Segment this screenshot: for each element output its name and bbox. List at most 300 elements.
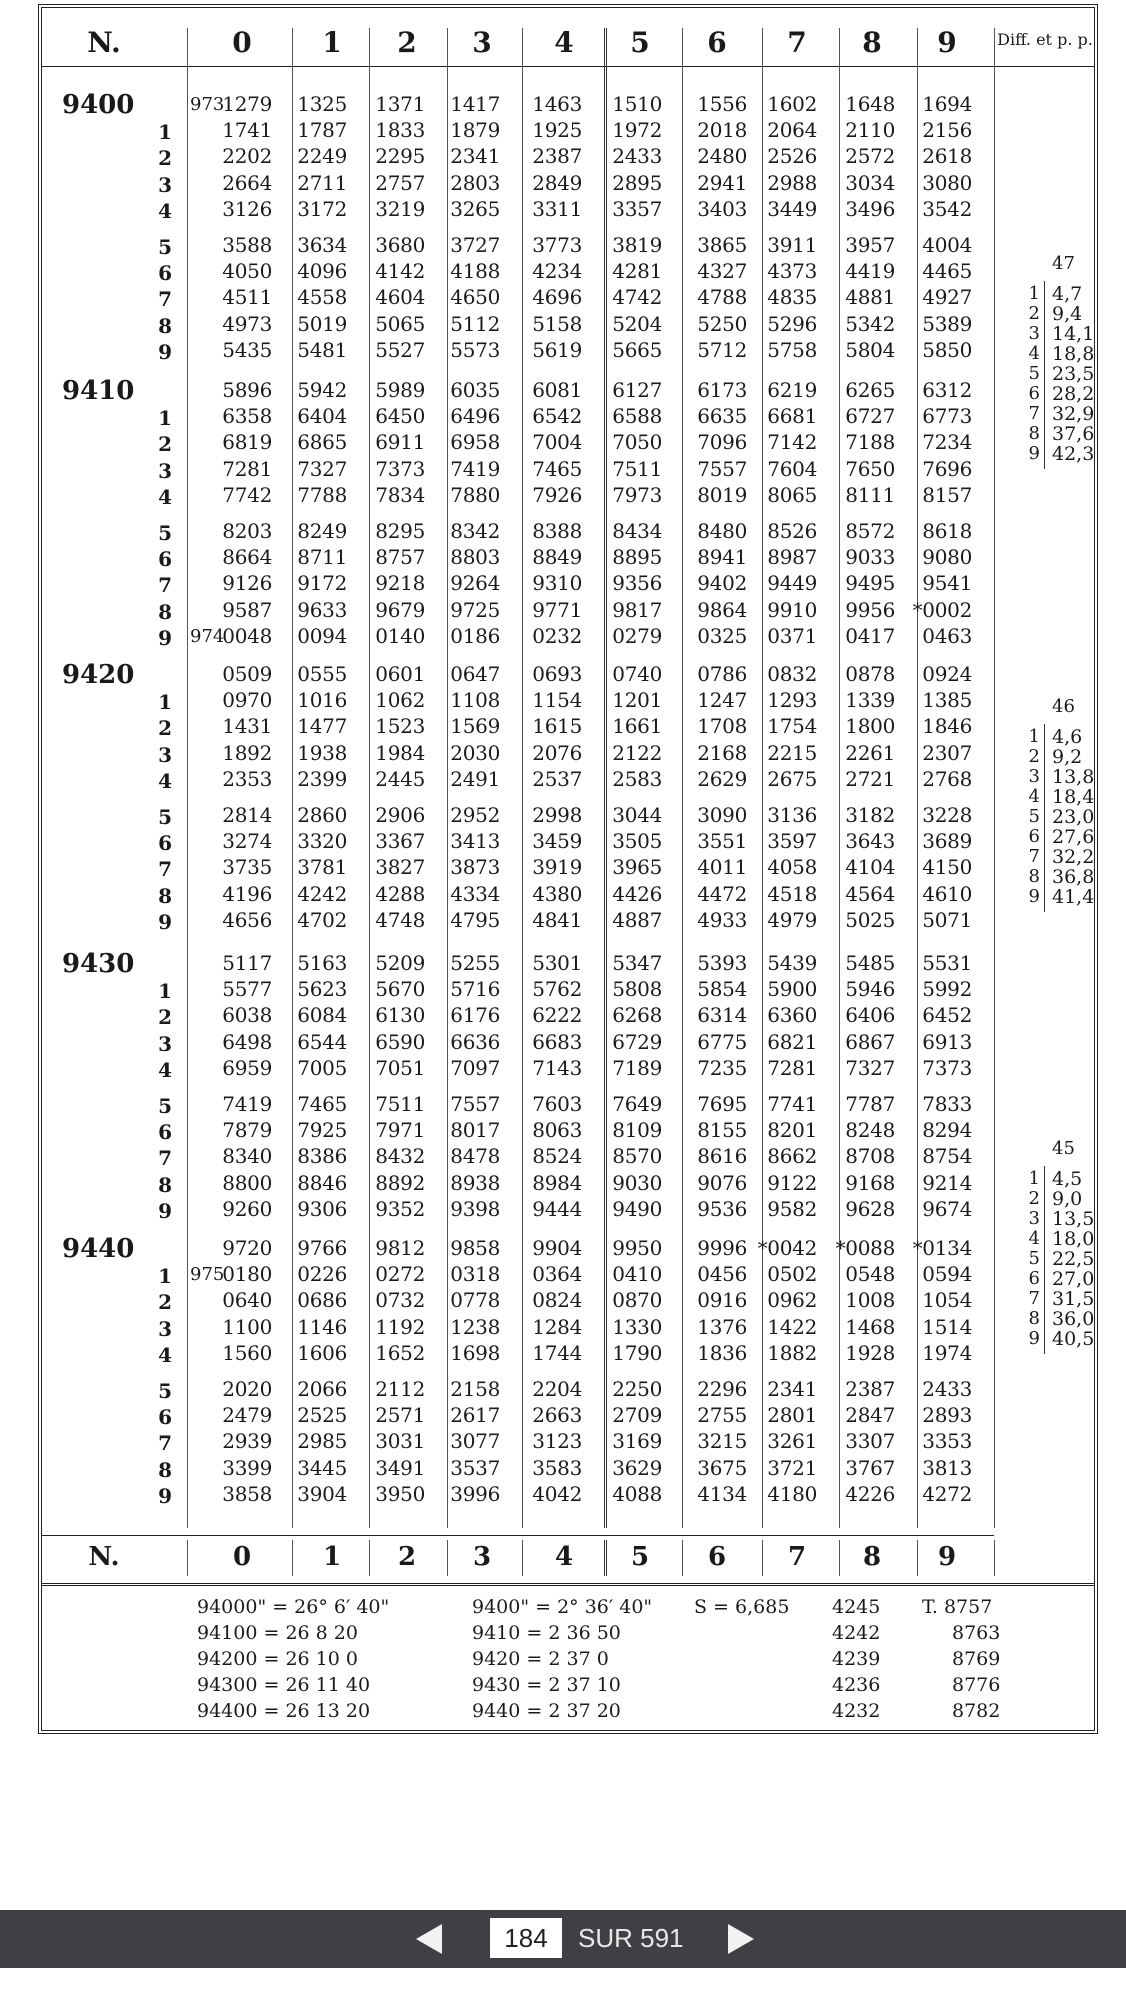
- diff-value: 40,5: [1052, 1328, 1095, 1350]
- table-cell: 2215: [767, 740, 817, 765]
- table-cell: 8109: [612, 1118, 662, 1143]
- table-cell: 4096: [297, 259, 347, 284]
- footnote-t-value: 8776: [952, 1674, 1001, 1696]
- block-label: 9420: [62, 660, 135, 690]
- table-cell: 9402: [697, 571, 747, 596]
- table-cell: 6312: [922, 378, 972, 402]
- table-cell: 5025: [845, 907, 895, 932]
- table-cell: 1247: [697, 688, 747, 713]
- table-cell: 4518: [767, 881, 817, 906]
- table-cell: 1417: [450, 92, 500, 116]
- table-cell: 4973: [222, 311, 272, 336]
- diff-digit: 2: [1028, 746, 1040, 767]
- table-cell: 7695: [697, 1092, 747, 1116]
- table-cell: 8572: [845, 519, 895, 543]
- table-cell: 3357: [612, 196, 662, 221]
- table-cell: 4742: [612, 285, 662, 310]
- table-cell: 2952: [450, 803, 500, 827]
- column-rule: [187, 28, 188, 1528]
- diff-digit: 8: [1028, 423, 1040, 444]
- table-cell: 4795: [450, 907, 500, 932]
- table-cell: 2204: [532, 1377, 582, 1401]
- table-cell: 2341: [767, 1377, 817, 1401]
- table-cell: 2711: [297, 170, 347, 195]
- table-cell: 0502: [767, 1262, 817, 1287]
- table-cell: 9444: [532, 1196, 582, 1221]
- row-label: 1: [158, 1264, 172, 1289]
- table-cell: 0180: [222, 1262, 272, 1287]
- header-n: N.: [87, 26, 121, 59]
- table-cell: 2066: [297, 1377, 347, 1401]
- table-cell: 3274: [222, 829, 272, 854]
- diff-value: 32,9: [1052, 403, 1095, 425]
- row-label: 7: [158, 1431, 172, 1456]
- header-col: 2: [397, 26, 417, 59]
- table-cell: 8294: [922, 1118, 972, 1143]
- table-cell: 1293: [767, 688, 817, 713]
- table-cell: 4380: [532, 881, 582, 906]
- table-cell: 7788: [297, 482, 347, 507]
- diff-digit: 5: [1028, 806, 1040, 827]
- table-cell: 4426: [612, 881, 662, 906]
- table-cell: 5665: [612, 337, 662, 362]
- footnote-equation: 94400 = 26 13 20: [197, 1700, 371, 1722]
- previous-page-button[interactable]: [410, 1920, 450, 1958]
- table-cell: 6404: [297, 404, 347, 429]
- table-cell: 3172: [297, 196, 347, 221]
- table-cell: 2491: [450, 766, 500, 791]
- table-cell: 6959: [222, 1055, 272, 1080]
- table-cell: 3727: [450, 233, 500, 257]
- footnote-t-value: 8763: [952, 1622, 1001, 1644]
- table-cell: 6773: [922, 404, 972, 429]
- table-cell: 5158: [532, 311, 582, 336]
- table-cell: 5758: [767, 337, 817, 362]
- table-cell: 0094: [297, 623, 347, 648]
- table-cell: 7971: [375, 1118, 425, 1143]
- table-cell: 2156: [922, 118, 972, 143]
- table-cell: 2018: [697, 118, 747, 143]
- table-cell: 7373: [922, 1055, 972, 1080]
- row-label: 3: [158, 742, 172, 767]
- table-cell: 3265: [450, 196, 500, 221]
- table-cell: 0417: [845, 623, 895, 648]
- table-cell: 5804: [845, 337, 895, 362]
- block-label: 9440: [62, 1234, 135, 1264]
- diff-digit: 9: [1028, 443, 1040, 464]
- table-cell: 1330: [612, 1314, 662, 1339]
- table-cell: 5573: [450, 337, 500, 362]
- table-cell: 1477: [297, 714, 347, 739]
- table-cell: 2571: [375, 1403, 425, 1428]
- table-cell: 7557: [697, 456, 747, 481]
- table-cell: 4058: [767, 855, 817, 880]
- table-cell: 9858: [450, 1236, 500, 1260]
- table-cell: 1879: [450, 118, 500, 143]
- column-rule: [187, 1540, 188, 1576]
- table-cell: 2433: [922, 1377, 972, 1401]
- footer-col: 1: [322, 1542, 342, 1572]
- diff-value: 32,2: [1052, 846, 1095, 868]
- diff-title: 47: [1052, 253, 1075, 274]
- table-cell: 6084: [297, 1003, 347, 1028]
- table-cell: 2249: [297, 144, 347, 169]
- table-cell: 5623: [297, 977, 347, 1002]
- footer-col: 7: [787, 1542, 807, 1572]
- table-cell: 4281: [612, 259, 662, 284]
- table-cell: 1284: [532, 1314, 582, 1339]
- table-cell: 3551: [697, 829, 747, 854]
- diff-value: 23,0: [1052, 806, 1095, 828]
- table-cell: 2353: [222, 766, 272, 791]
- header-col: 3: [472, 26, 492, 59]
- table-cell: 3491: [375, 1455, 425, 1480]
- table-cell: 1661: [612, 714, 662, 739]
- diff-digit: 4: [1028, 786, 1040, 807]
- table-cell: 0732: [375, 1288, 425, 1313]
- table-cell: 2387: [532, 144, 582, 169]
- rule: [42, 1535, 994, 1536]
- table-cell: 8249: [297, 519, 347, 543]
- table-cell: 2768: [922, 766, 972, 791]
- table-cell: 0555: [297, 662, 347, 686]
- table-cell: 8803: [450, 545, 500, 570]
- table-cell: 1054: [922, 1288, 972, 1313]
- table-cell: 4472: [697, 881, 747, 906]
- table-cell: 9587: [222, 597, 272, 622]
- footnote-equation: 9440 = 2 37 20: [472, 1700, 621, 1722]
- table-cell: 2757: [375, 170, 425, 195]
- table-cell: 4104: [845, 855, 895, 880]
- row-label: 1: [158, 120, 172, 145]
- row-label: 3: [158, 172, 172, 197]
- row-label: 1: [158, 979, 172, 1004]
- diff-value: 4,6: [1052, 726, 1083, 748]
- table-cell: 0878: [845, 662, 895, 686]
- footer-n: N.: [88, 1542, 120, 1572]
- row-label: 1: [158, 690, 172, 715]
- table-cell: 3459: [532, 829, 582, 854]
- diff-value: 36,8: [1052, 866, 1095, 888]
- table-cell: 2064: [767, 118, 817, 143]
- table-cell: 1974: [922, 1340, 972, 1365]
- header-diff: Diff. et p. p.: [997, 30, 1093, 49]
- table-cell: 3904: [297, 1481, 347, 1506]
- table-cell: 5946: [845, 977, 895, 1002]
- table-cell: 5619: [532, 337, 582, 362]
- table-cell: 0740: [612, 662, 662, 686]
- table-cell: 1790: [612, 1340, 662, 1365]
- row-label: 7: [158, 287, 172, 312]
- row-label: 1: [158, 406, 172, 431]
- column-rule: [994, 28, 995, 1528]
- table-cell: 2629: [697, 766, 747, 791]
- table-cell: 1062: [375, 688, 425, 713]
- table-cell: 8248: [845, 1118, 895, 1143]
- table-cell: 3413: [450, 829, 500, 854]
- table-cell: 2110: [845, 118, 895, 143]
- table-cell: 5347: [612, 951, 662, 975]
- table-cell: 3445: [297, 1455, 347, 1480]
- row-label: 7: [158, 573, 172, 598]
- table-cell: 6176: [450, 1003, 500, 1028]
- diff-value: 27,0: [1052, 1268, 1095, 1290]
- table-cell: 6911: [375, 430, 425, 455]
- table-cell: 3911: [767, 233, 817, 257]
- table-cell: 8201: [767, 1118, 817, 1143]
- table-cell: 0325: [697, 623, 747, 648]
- table-cell: 5716: [450, 977, 500, 1002]
- table-cell: 2341: [450, 144, 500, 169]
- column-rule: [994, 1540, 995, 1576]
- diff-digit: 1: [1028, 1168, 1040, 1189]
- diff-digit: 1: [1028, 726, 1040, 747]
- table-cell: 8019: [697, 482, 747, 507]
- table-cell: 1800: [845, 714, 895, 739]
- table-cell: 5250: [697, 311, 747, 336]
- row-label: 5: [158, 805, 172, 829]
- table-cell: 9720: [222, 1236, 272, 1260]
- block-label: 9400: [62, 90, 135, 120]
- row-label: 8: [158, 599, 172, 624]
- table-cell: 3680: [375, 233, 425, 257]
- table-cell: 2814: [222, 803, 272, 827]
- table-cell: 5670: [375, 977, 425, 1002]
- table-cell: 9306: [297, 1196, 347, 1221]
- table-cell: 0364: [532, 1262, 582, 1287]
- table-cell: 7465: [297, 1092, 347, 1116]
- table-cell: 3307: [845, 1429, 895, 1454]
- row-label: 4: [158, 1342, 172, 1367]
- table-cell: 3077: [450, 1429, 500, 1454]
- table-cell: 0509: [222, 662, 272, 686]
- next-page-button[interactable]: [720, 1920, 760, 1958]
- table-cell: 4656: [222, 907, 272, 932]
- table-cell: 4088: [612, 1481, 662, 1506]
- diff-value: 22,5: [1052, 1248, 1095, 1270]
- table-cell: 2998: [532, 803, 582, 827]
- diff-digit: 1: [1028, 283, 1040, 304]
- table-cell: 6819: [222, 430, 272, 455]
- table-cell: 7973: [612, 482, 662, 507]
- table-cell: 5527: [375, 337, 425, 362]
- table-cell: 6222: [532, 1003, 582, 1028]
- footnote-equation: 9430 = 2 37 10: [472, 1674, 621, 1696]
- table-cell: 7650: [845, 456, 895, 481]
- diff-digit: 3: [1028, 1208, 1040, 1229]
- row-label: 6: [158, 831, 172, 856]
- table-cell: 3123: [532, 1429, 582, 1454]
- table-cell: 6130: [375, 1003, 425, 1028]
- table-cell: 6498: [222, 1029, 272, 1054]
- page-number-input[interactable]: 184: [490, 1918, 562, 1958]
- table-cell: 3136: [767, 803, 817, 827]
- table-cell: 1615: [532, 714, 582, 739]
- table-cell: 7649: [612, 1092, 662, 1116]
- table-cell: 7833: [922, 1092, 972, 1116]
- diff-digit: 4: [1028, 343, 1040, 364]
- table-cell: 4564: [845, 881, 895, 906]
- table-cell: 0647: [450, 662, 500, 686]
- table-cell: 5163: [297, 951, 347, 975]
- table-cell: 1008: [845, 1288, 895, 1313]
- table-cell: 8063: [532, 1118, 582, 1143]
- table-cell: 4933: [697, 907, 747, 932]
- table-cell: 4604: [375, 285, 425, 310]
- table-cell: 4150: [922, 855, 972, 880]
- header-col: 4: [554, 26, 574, 59]
- header-col: 7: [787, 26, 807, 59]
- table-cell: 6452: [922, 1003, 972, 1028]
- table-cell: 8757: [375, 545, 425, 570]
- table-cell: 0456: [697, 1262, 747, 1287]
- diff-value: 14,1: [1052, 323, 1095, 345]
- table-cell: 0272: [375, 1262, 425, 1287]
- table-cell: 8618: [922, 519, 972, 543]
- table-cell: 2445: [375, 766, 425, 791]
- table-cell: 8340: [222, 1144, 272, 1169]
- row-label: 9: [158, 909, 172, 934]
- row-label: 2: [158, 1005, 172, 1030]
- table-cell: 8941: [697, 545, 747, 570]
- diff-value: 27,6: [1052, 826, 1095, 848]
- row-label: 2: [158, 146, 172, 171]
- table-cell: 7005: [297, 1055, 347, 1080]
- diff-digit: 8: [1028, 1308, 1040, 1329]
- table-cell: 0640: [222, 1288, 272, 1313]
- table-cell: 2906: [375, 803, 425, 827]
- diff-rule: [1044, 281, 1045, 469]
- footnote-equation: 9420 = 2 37 0: [472, 1648, 609, 1670]
- table-cell: 1108: [450, 688, 500, 713]
- table-cell: 5204: [612, 311, 662, 336]
- diff-value: 23,5: [1052, 363, 1095, 385]
- diff-value: 9,0: [1052, 1188, 1083, 1210]
- table-cell: 6544: [297, 1029, 347, 1054]
- table-cell: 4887: [612, 907, 662, 932]
- table-cell: 7234: [922, 430, 972, 455]
- table-cell: 5900: [767, 977, 817, 1002]
- table-cell: 0279: [612, 623, 662, 648]
- table-cell: 1882: [767, 1340, 817, 1365]
- table-cell: 3634: [297, 233, 347, 257]
- table-cell: 1385: [922, 688, 972, 713]
- table-cell: 5992: [922, 977, 972, 1002]
- footnote-equation: 94000" = 26° 6′ 40": [197, 1596, 390, 1618]
- table-cell: 9398: [450, 1196, 500, 1221]
- table-cell: 9582: [767, 1196, 817, 1221]
- table-cell: 0371: [767, 623, 817, 648]
- table-cell: 8849: [532, 545, 582, 570]
- table-cell: 5393: [697, 951, 747, 975]
- table-cell: 2525: [297, 1403, 347, 1428]
- table-cell: 8570: [612, 1144, 662, 1169]
- table-cell: 9679: [375, 597, 425, 622]
- table-cell: 1652: [375, 1340, 425, 1365]
- diff-value: 9,4: [1052, 303, 1083, 325]
- header-col: 0: [232, 26, 252, 59]
- table-cell: 7142: [767, 430, 817, 455]
- table-cell: 9310: [532, 571, 582, 596]
- table-cell: 4927: [922, 285, 972, 310]
- table-cell: 2985: [297, 1429, 347, 1454]
- table-cell: 1928: [845, 1340, 895, 1365]
- table-cell: 2583: [612, 766, 662, 791]
- table-cell: 8526: [767, 519, 817, 543]
- table-cell: 1569: [450, 714, 500, 739]
- table-cell: 1154: [532, 688, 582, 713]
- table-cell: 7557: [450, 1092, 500, 1116]
- table-cell: 2158: [450, 1377, 500, 1401]
- row-label: 2: [158, 432, 172, 457]
- table-cell: 4511: [222, 285, 272, 310]
- table-cell: 2849: [532, 170, 582, 195]
- diff-digit: 6: [1028, 826, 1040, 847]
- table-cell: 1602: [767, 92, 817, 116]
- table-cell: 2020: [222, 1377, 272, 1401]
- row-label: 6: [158, 1120, 172, 1145]
- table-cell: 8984: [532, 1170, 582, 1195]
- table-cell: 6865: [297, 430, 347, 455]
- table-cell: 9080: [922, 545, 972, 570]
- table-cell: 3031: [375, 1429, 425, 1454]
- table-cell: 1325: [297, 92, 347, 116]
- table-cell: 0870: [612, 1288, 662, 1313]
- row-label: 8: [158, 1457, 172, 1482]
- table-cell: 7604: [767, 456, 817, 481]
- footer-col: 2: [397, 1542, 417, 1572]
- table-cell: 1238: [450, 1314, 500, 1339]
- table-cell: 7787: [845, 1092, 895, 1116]
- table-cell: 0924: [922, 662, 972, 686]
- table-cell: *0088: [835, 1236, 895, 1260]
- table-cell: 4050: [222, 259, 272, 284]
- book-page: [38, 4, 1098, 1734]
- footnote-t-value: 8782: [952, 1700, 1001, 1722]
- table-cell: 2988: [767, 170, 817, 195]
- table-cell: 2803: [450, 170, 500, 195]
- header-col: 5: [630, 26, 650, 59]
- table-cell: 2261: [845, 740, 895, 765]
- table-cell: 7373: [375, 456, 425, 481]
- table-cell: 6127: [612, 378, 662, 402]
- table-cell: 5854: [697, 977, 747, 1002]
- table-cell: 8434: [612, 519, 662, 543]
- table-cell: 9812: [375, 1236, 425, 1260]
- table-cell: 4042: [532, 1481, 582, 1506]
- table-cell: 7096: [697, 430, 747, 455]
- diff-digit: 3: [1028, 323, 1040, 344]
- table-cell: 7742: [222, 482, 272, 507]
- table-cell: 5896: [222, 378, 272, 402]
- diff-rule: [1044, 724, 1045, 912]
- table-cell: 5301: [532, 951, 582, 975]
- table-cell: 2112: [375, 1377, 425, 1401]
- table-cell: 1708: [697, 714, 747, 739]
- rule: [42, 1583, 1094, 1586]
- table-cell: 8987: [767, 545, 817, 570]
- prefix-label: 974: [190, 625, 225, 647]
- table-cell: 9725: [450, 597, 500, 622]
- table-cell: 8895: [612, 545, 662, 570]
- table-cell: 3449: [767, 196, 817, 221]
- table-cell: 4011: [697, 855, 747, 880]
- footnote-equation: 94300 = 26 11 40: [197, 1674, 371, 1696]
- footnote-s-value: 4236: [832, 1674, 881, 1696]
- table-cell: 3090: [697, 803, 747, 827]
- table-cell: 3950: [375, 1481, 425, 1506]
- table-cell: 3261: [767, 1429, 817, 1454]
